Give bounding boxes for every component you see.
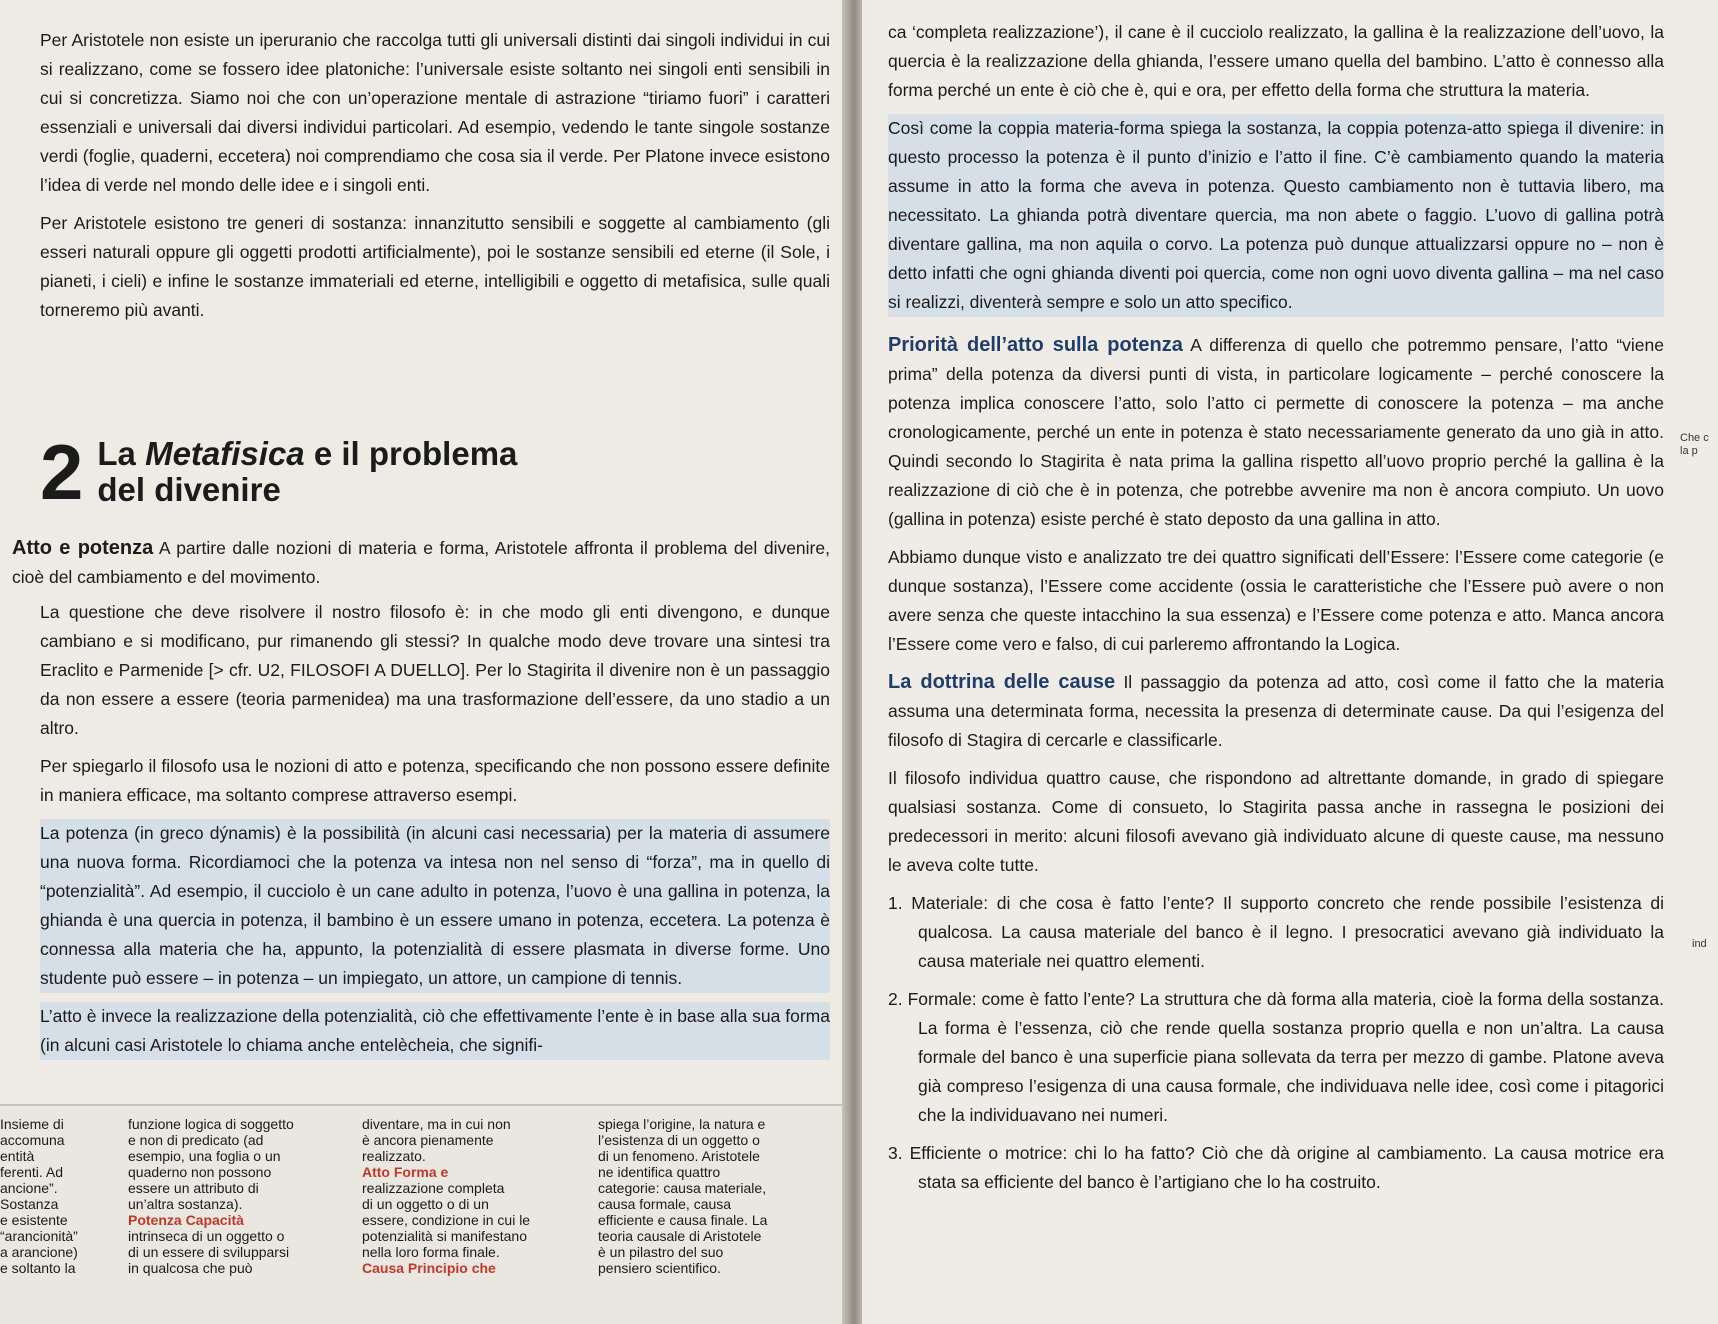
glossary-line: è ancora pienamente bbox=[362, 1132, 494, 1148]
section-heading bbox=[40, 428, 518, 516]
glossary-line: in qualcosa che può bbox=[128, 1260, 253, 1276]
glossary-term-causa: Causa Principio che bbox=[362, 1260, 496, 1276]
glossary-line: teoria causale di Aristotele bbox=[598, 1228, 762, 1244]
glossary-col-4 bbox=[598, 1116, 767, 1276]
atto-intro bbox=[12, 534, 830, 592]
body-paragraph-potenza: La potenza (in greco dýnamis) è la possibilità (in alcuni casi necessaria) per la materia di assumere una nuova forma. Ricordiamoci che la potenza va intesa non nel senso di “forza”, ma in quello di “potenzialità”. Ad esempio, il cucciolo è un cane adulto in potenza, l’uovo è una gallina in potenza, la ghianda è una quercia in potenza, il bambino è un essere umano in potenza, eccetera. La potenza è connessa alla materia che ha, appunto, la potenzialità di essere plasmata in diverse forme. Uno studente può essere – in potenza – un impiegato, un attore, un campione di tennis. bbox=[40, 819, 830, 993]
right-column bbox=[888, 18, 1664, 1206]
cause-list-item-3: 3. Efficiente o motrice: chi lo ha fatto? Ciò che dà origine al cambiamento. La causa motrice era stata sa efficiente del banco è l’artigiano che lo ha costruito. bbox=[888, 1143, 1664, 1192]
body-paragraph-atto: L’atto è invece la realizzazione della potenzialità, ciò che effettivamente l’ente è in base alla sua forma (in alcuni casi Aristotele lo chiama anche entelècheia, che signifi- bbox=[40, 1002, 830, 1060]
section-title bbox=[97, 436, 517, 508]
cause-list-item-2: 2. Formale: come è fatto l’ente? La struttura che dà forma alla materia, cioè la forma della sostanza. La forma è l’essenza, ciò che rende quella sostanza proprio quella e non un’altra. La causa formale del banco è una superficie piana sollevata da terra per mezzo di gambe. Platone aveva già compreso l’esigenza di una causa formale, che individuava nelle idee, così come i pitagorici che la individuavano nei numeri. bbox=[888, 989, 1664, 1125]
intro-paragraph-2: Per Aristotele esistono tre generi di sostanza: innanzitutto sensibili e soggette al cambiamento (gli esseri naturali oppure gli oggetti prodotti artificialmente), poi le sostanze sensibili ed eterne (il Sole, i pianeti, i cieli) e infine le sostanze immateriali ed eterne, intelligibili e oggetto di metafisica, sulle quali torneremo più avanti. bbox=[40, 213, 830, 320]
glossary-line: e esistente bbox=[0, 1212, 68, 1228]
glossary-line: essere, condizione in cui le bbox=[362, 1212, 531, 1228]
atto-column bbox=[12, 534, 830, 601]
section-number: 2 bbox=[40, 428, 84, 516]
intro-paragraph-1: Per Aristotele non esiste un iperuranio che raccolga tutti gli universali distinti dai singoli individui in cui si realizzano, come se fossero idee platoniche: l’universale esiste soltanto nei singoli enti sensibili in cui si concretizza. Siamo noi che con un’operazione mentale di astrazione “tiriamo fuori” i caratteri essenziali e universali dai diversi individui particolari. Ad esempio, vedendo le tante singole sostanze verdi (foglie, quaderni, eccetera) noi comprendiamo che cosa sia il verde. Per Platone invece esistono l’idea di verde nel mondo delle idee e i singoli enti. bbox=[40, 30, 830, 195]
glossary-line: e non di predicato (ad bbox=[128, 1132, 264, 1148]
glossary-col-3 bbox=[362, 1116, 530, 1276]
glossary-line: realizzato. bbox=[362, 1148, 426, 1164]
cause-heading: La dottrina delle cause bbox=[888, 671, 1116, 693]
cause-list-item-1: 1. Materiale: di che cosa è fatto l’ente? Il supporto concreto che rende possibile l’esistenza di qualcosa. La causa materiale del banco è il legno. I presocratici avevano già individuato la causa materiale nei quattro elementi. bbox=[888, 893, 1664, 971]
glossary-line: quaderno non possono bbox=[128, 1164, 272, 1180]
glossary-col-2 bbox=[128, 1116, 294, 1276]
glossary-line: nella loro forma finale. bbox=[362, 1244, 500, 1260]
glossary-line: è un pilastro del suo bbox=[598, 1244, 724, 1260]
glossary-line: potenzialità si manifestano bbox=[362, 1228, 527, 1244]
cause-text: Il passaggio da potenza ad atto, così come il fatto che la materia assuma una determinata forma, necessita la presenza di determinate cause. Da qui l’esigenza del filosofo di Stagira di cercarle e classificarle. bbox=[888, 672, 1664, 750]
glossary-line: accomuna bbox=[0, 1132, 65, 1148]
margin-note-line: la p bbox=[1680, 445, 1698, 457]
glossary-line: “arancionità” bbox=[0, 1228, 78, 1244]
glossary-line: diventare, ma in cui non bbox=[362, 1116, 511, 1132]
glossary-line: di un oggetto o di un bbox=[362, 1196, 489, 1212]
margin-note bbox=[1680, 432, 1709, 458]
glossary-line: ancione”. bbox=[0, 1180, 58, 1196]
glossary-line: entità bbox=[0, 1148, 35, 1164]
intro-column bbox=[40, 26, 830, 334]
glossary-line: a arancione) bbox=[0, 1244, 78, 1260]
glossary-line: efficiente e causa finale. La bbox=[598, 1212, 768, 1228]
glossary-line: categorie: causa materiale, bbox=[598, 1180, 767, 1196]
glossary-line: realizzazione completa bbox=[362, 1180, 505, 1196]
abbiamo-paragraph: Abbiamo dunque visto e analizzato tre dei quattro significati dell’Essere: l’Essere come categorie (e dunque sostanza), l’Essere come accidente (ossia le caratteristiche che l’Essere può avere o non avere senza che queste intacchino la sua essenza) e l’Essere come potenza e atto. Manca ancora l’Essere come vero e falso, di cui parleremo affrontando la Logica. bbox=[888, 547, 1664, 654]
cause-paragraph bbox=[888, 668, 1664, 755]
glossary-line: e soltanto la bbox=[0, 1260, 76, 1276]
body-paragraph-2: Per spiegarlo il filosofo usa le nozioni di atto e potenza, specificando che non possono essere definite in maniera efficace, ma soltanto comprese attraverso esempi. bbox=[40, 756, 830, 805]
margin-note-line: Che c bbox=[1680, 432, 1709, 444]
priorita-text: A differenza di quello che potremmo pensare, l’atto “viene prima” della potenza da diversi punti di vista, in particolare logicamente – perché conoscere la potenza implica conoscere l’atto, solo l’atto ci permette di conoscere la potenza – ma anche cronologicamente, perché un ente in potenza è stato necessariamente generato da uno già in atto. Quindi secondo lo Stagirita è nata prima la gallina rispetto all’uovo proprio perché la gallina è la realizzazione di ciò che è in potenza, che potrebbe avvenire ma non è ancora compiuto. Un uovo (gallina in potenza) esiste perché è stato deposto da una gallina in atto. bbox=[888, 335, 1664, 529]
margin-note-line: ind bbox=[1692, 938, 1707, 950]
glossary-line: esempio, una foglia o un bbox=[128, 1148, 281, 1164]
right-page bbox=[862, 0, 1718, 1324]
atto-heading: Atto e potenza bbox=[12, 537, 154, 559]
glossary-col-1 bbox=[0, 1116, 78, 1276]
glossary-line: di un fenomeno. Aristotele bbox=[598, 1148, 760, 1164]
title-part-1: La bbox=[97, 435, 136, 472]
glossary-line: Insieme di bbox=[0, 1116, 64, 1132]
title-italic: Metafisica bbox=[145, 435, 305, 472]
glossary-line: ferenti. Ad bbox=[0, 1164, 64, 1180]
atto-intro-text: A partire dalle nozioni di materia e forma, Aristotele affronta il problema del divenire, cioè del cambiamento e del movimento. bbox=[12, 538, 830, 587]
left-page bbox=[0, 0, 850, 1324]
title-line-2: del divenire bbox=[97, 471, 281, 508]
priorita-heading: Priorità dell’atto sulla potenza bbox=[888, 334, 1183, 356]
body-paragraph-1: La questione che deve risolvere il nostro filosofo è: in che modo gli enti divengono, e dunque cambiano e si modificano, pur rimanendo gli stessi? In qualche modo deve trovare una sintesi tra Eraclito e Parmenide [> cfr. U2, FILOSOFI A DUELLO]. Per lo Stagirita il divenire non è un passaggio da non essere a essere (teoria parmenidea) ma una trasformazione dell’essere, da uno stadio a un altro. bbox=[40, 602, 830, 738]
glossary-term-potenza: Potenza Capacità bbox=[128, 1212, 244, 1228]
glossary-line: l’esistenza di un oggetto o bbox=[598, 1132, 760, 1148]
glossary-line: intrinseca di un oggetto o bbox=[128, 1228, 285, 1244]
atto-body bbox=[40, 598, 830, 1069]
title-part-2: e il problema bbox=[313, 435, 518, 472]
right-paragraph-1: ca ‘completa realizzazione’), il cane è il cucciolo realizzato, la gallina è la realizzazione dell’uovo, la quercia è la realizzazione della ghianda, l’essere umano quella del bambino. L’atto è connesso alla forma perché un ente è ciò che è, qui e ora, per effetto della forma che struttura la materia. bbox=[888, 22, 1664, 100]
glossary-line: ne identifica quattro bbox=[598, 1164, 721, 1180]
glossary-line: causa formale, causa bbox=[598, 1196, 732, 1212]
glossary-line: funzione logica di soggetto bbox=[128, 1116, 294, 1132]
glossary-line: spiega l’origine, la natura e bbox=[598, 1116, 766, 1132]
cause-paragraph-2: Il filosofo individua quattro cause, che rispondono ad altrettante domande, in grado di spiegare qualsiasi sostanza. Come di consueto, lo Stagirita passa anche in rassegna le posizioni dei predecessori in merito: alcuni filosofi avevano già individuato alcune di queste cause, ma nessuno le aveva colte tutte. bbox=[888, 768, 1664, 875]
glossary-line: un’altra sostanza). bbox=[128, 1196, 243, 1212]
glossary-line: di un essere di svilupparsi bbox=[128, 1244, 290, 1260]
glossary-line: pensiero scientifico. bbox=[598, 1260, 721, 1276]
right-paragraph-2: Così come la coppia materia-forma spiega la sostanza, la coppia potenza-atto spiega il divenire: in questo processo la potenza è il punto d’inizio e l’atto il fine. C’è cambiamento quando la materia assume in atto la forma che aveva in potenza. Questo cambiamento non è tuttavia libero, ma necessitato. La ghianda potrà diventare quercia, ma non abete o faggio. L’uovo di gallina potrà diventare gallina, ma non aquila o corvo. La potenza può dunque attualizzarsi oppure no – non è detto infatti che ogni ghianda diventi poi quercia, come non ogni uovo diventa gallina – ma nel caso si realizzi, diventerà sempre e solo un atto specifico. bbox=[888, 114, 1664, 317]
glossary-line: essere un attributo di bbox=[128, 1180, 259, 1196]
priorita-paragraph bbox=[888, 331, 1664, 534]
margin-note bbox=[1692, 938, 1707, 951]
glossary-term-atto: Atto Forma e bbox=[362, 1164, 449, 1180]
glossary-line: Sostanza bbox=[0, 1196, 59, 1212]
glossary-box bbox=[0, 1104, 850, 1324]
